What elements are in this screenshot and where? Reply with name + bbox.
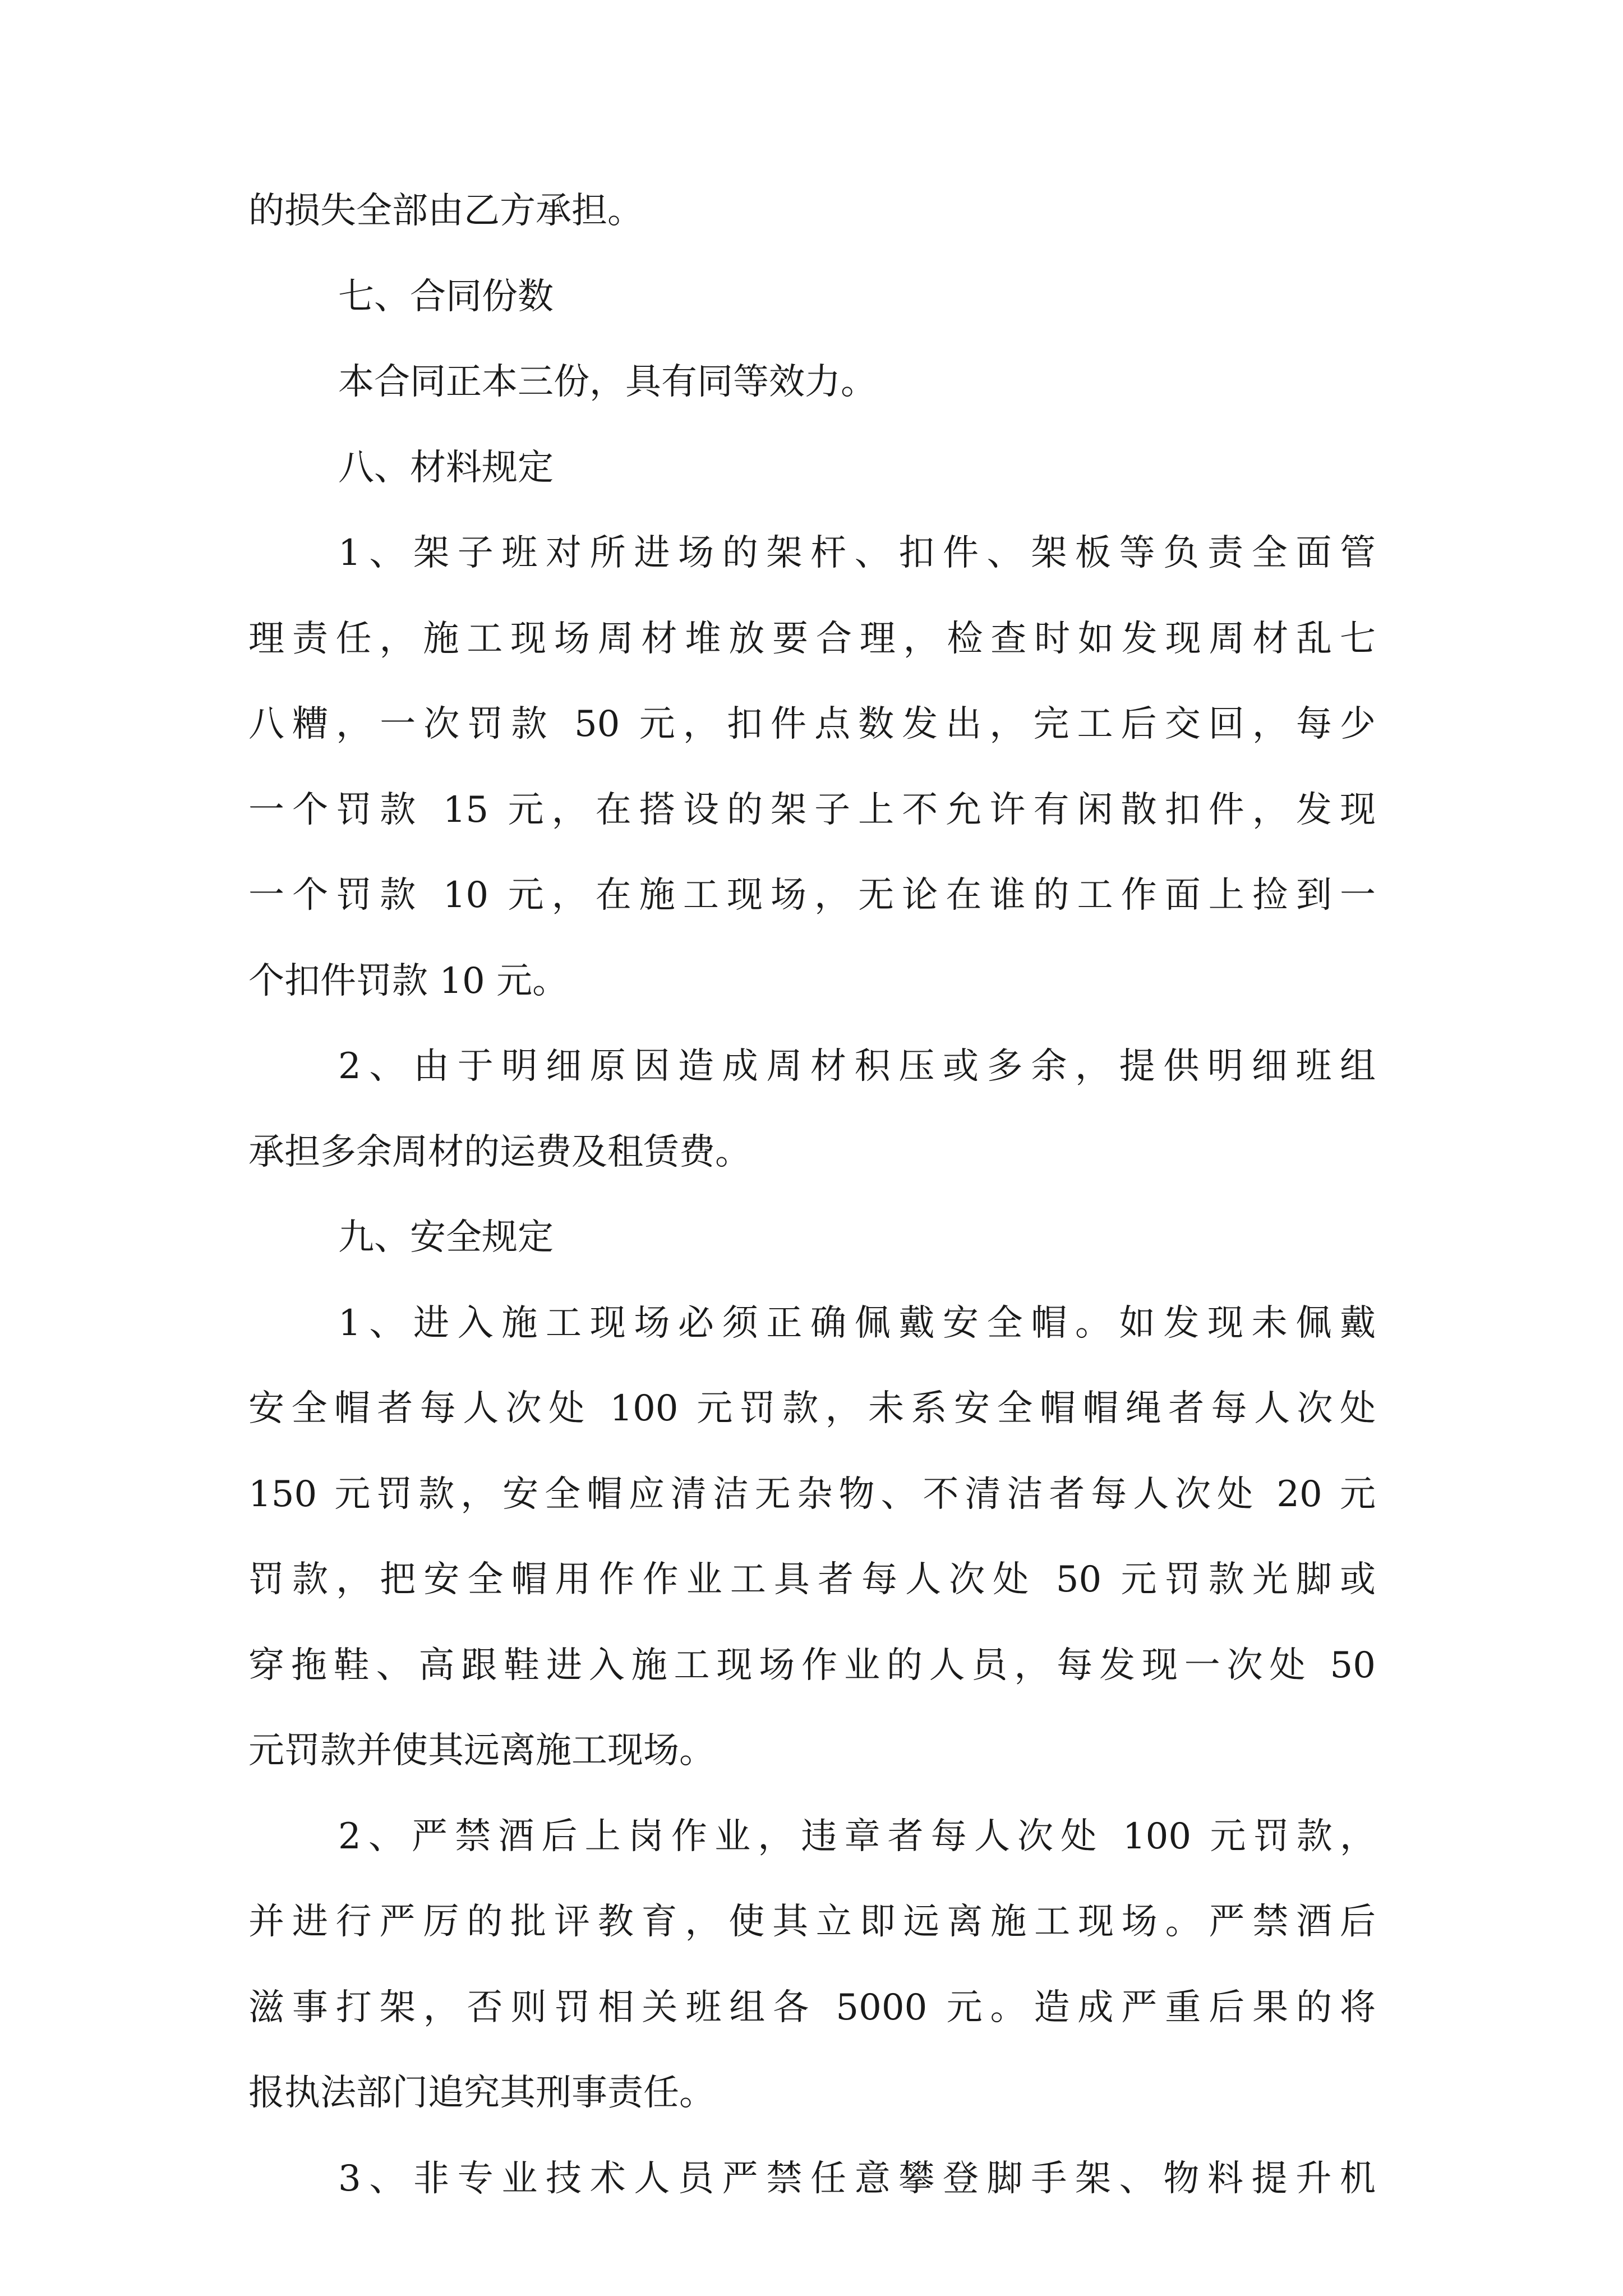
paragraph-line: 并进行严厉的批评教育，使其立即远离施工现场。严禁酒后 bbox=[248, 1901, 1376, 1943]
paragraph-line: 的损失全部由乙方承担。 bbox=[248, 190, 643, 232]
paragraph-line: 安全帽者每人次处 100 元罚款，未系安全帽帽绳者每人次处 bbox=[248, 1388, 1376, 1429]
paragraph-line: 3、非专业技术人员严禁任意攀登脚手架、物料提升机 bbox=[338, 2158, 1376, 2200]
paragraph-line: 150 元罚款，安全帽应清洁无杂物、不清洁者每人次处 20 元 bbox=[248, 1474, 1376, 1515]
section-heading: 七、合同份数 bbox=[338, 276, 554, 318]
section-heading: 九、安全规定 bbox=[338, 1217, 554, 1258]
paragraph-line: 个扣件罚款 10 元。 bbox=[248, 960, 569, 1002]
paragraph-line: 元罚款并使其远离施工现场。 bbox=[248, 1730, 715, 1772]
section-heading: 八、材料规定 bbox=[338, 447, 554, 489]
paragraph-line: 滋事打架，否则罚相关班组各 5000 元。造成严重后果的将 bbox=[248, 1987, 1376, 2028]
paragraph-line: 本合同正本三份，具有同等效力。 bbox=[338, 361, 877, 403]
paragraph-line: 2、由于明细原因造成周材积压或多余，提供明细班组 bbox=[338, 1046, 1376, 1087]
paragraph-line: 一个罚款 10 元，在施工现场，无论在谁的工作面上捡到一 bbox=[248, 875, 1376, 916]
paragraph-line: 罚款，把安全帽用作作业工具者每人次处 50 元罚款光脚或 bbox=[248, 1559, 1376, 1600]
paragraph-line: 承担多余周材的运费及租赁费。 bbox=[248, 1131, 751, 1173]
paragraph-line: 八糟，一次罚款 50 元，扣件点数发出，完工后交回，每少 bbox=[248, 703, 1376, 745]
paragraph-line: 穿拖鞋、高跟鞋进入施工现场作业的人员，每发现一次处 50 bbox=[248, 1645, 1376, 1686]
paragraph-line: 2、严禁酒后上岗作业，违章者每人次处 100 元罚款， bbox=[338, 1816, 1376, 1857]
paragraph-line: 报执法部门追究其刑事责任。 bbox=[248, 2072, 715, 2114]
paragraph-line: 1、进入施工现场必须正确佩戴安全帽。如发现未佩戴 bbox=[338, 1303, 1376, 1344]
paragraph-line: 一个罚款 15 元，在搭设的架子上不允许有闲散扣件，发现 bbox=[248, 789, 1376, 831]
paragraph-line: 理责任，施工现场周材堆放要合理，检查时如发现周材乱七 bbox=[248, 618, 1376, 660]
paragraph-line: 1、架子班对所进场的架杆、扣件、架板等负责全面管 bbox=[338, 532, 1376, 574]
